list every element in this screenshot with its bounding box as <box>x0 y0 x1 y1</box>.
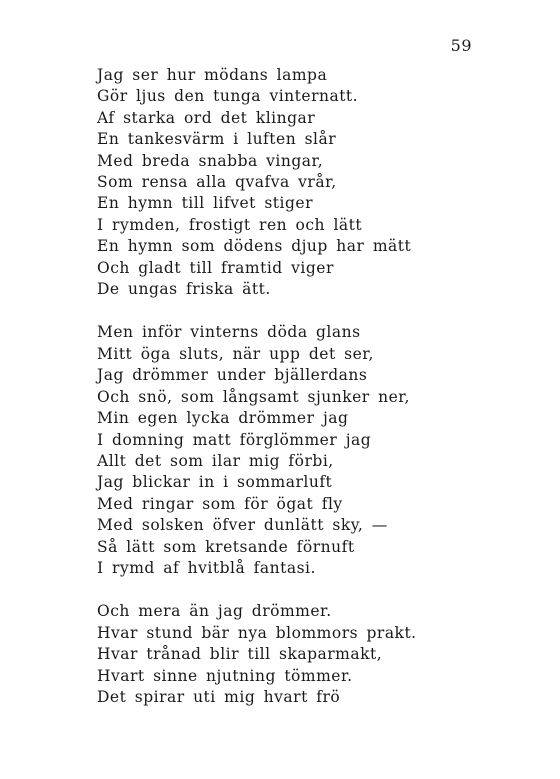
poem-line: Det spirar uti mig hvart frö <box>97 687 341 706</box>
stanza-2 <box>97 322 497 579</box>
poem-line: En hymn till lifvet stiger <box>97 194 313 213</box>
poem-line: Hvart sinne njutning tömmer. <box>97 666 353 685</box>
poem-line: Och mera än jag drömmer. <box>97 602 332 621</box>
poem-line: Mitt öga sluts, när upp det ser, <box>97 344 374 363</box>
poem-line: Jag ser hur mödans lampa <box>97 66 328 84</box>
poem-line: En hymn som dödens djup har mätt <box>97 237 412 256</box>
poem-line: Så lätt som kretsande förnuft <box>97 537 355 556</box>
poem-line: I rymd af hvitblå fantasi. <box>97 558 316 577</box>
poem-line: En tankesvärm i luften slår <box>97 130 337 149</box>
poem-line: Jag drömmer under bjällerdans <box>97 366 368 385</box>
poem-line: Gör ljus den tunga vinternatt. <box>97 87 359 106</box>
page-number: 59 <box>450 36 472 55</box>
poem-line: I domning matt förglömmer jag <box>97 430 372 449</box>
stanza-3 <box>97 601 497 708</box>
stanza-1 <box>97 65 497 300</box>
poem-line: Jag blickar in i sommarluft <box>97 473 333 492</box>
poem-line: I rymden, frostigt ren och lätt <box>97 215 363 234</box>
poem-line: Af starka ord det klingar <box>97 108 316 127</box>
poem-line: Allt det som ilar mig förbi, <box>97 451 334 470</box>
poem-line: Och snö, som långsamt sjunker ner, <box>97 387 410 406</box>
poem-line: Men inför vinterns döda glans <box>97 323 361 342</box>
poem-line: Hvar trånad blir till skaparmakt, <box>97 645 383 664</box>
poem-line: Med solsken öfver dunlätt sky, — <box>97 516 388 535</box>
poem-line: Hvar stund bär nya blommors prakt. <box>97 623 417 642</box>
poem-line: Som rensa alla qvafva vrår, <box>97 173 337 192</box>
poem-line: Med breda snabba vingar, <box>97 151 324 170</box>
poem-line: De ungas friska ätt. <box>97 280 271 299</box>
poem-line: Med ringar som för ögat fly <box>97 494 343 513</box>
poem-line: Och gladt till framtid viger <box>97 258 334 277</box>
poem-body <box>97 65 497 708</box>
poem-line: Min egen lycka drömmer jag <box>97 409 349 428</box>
